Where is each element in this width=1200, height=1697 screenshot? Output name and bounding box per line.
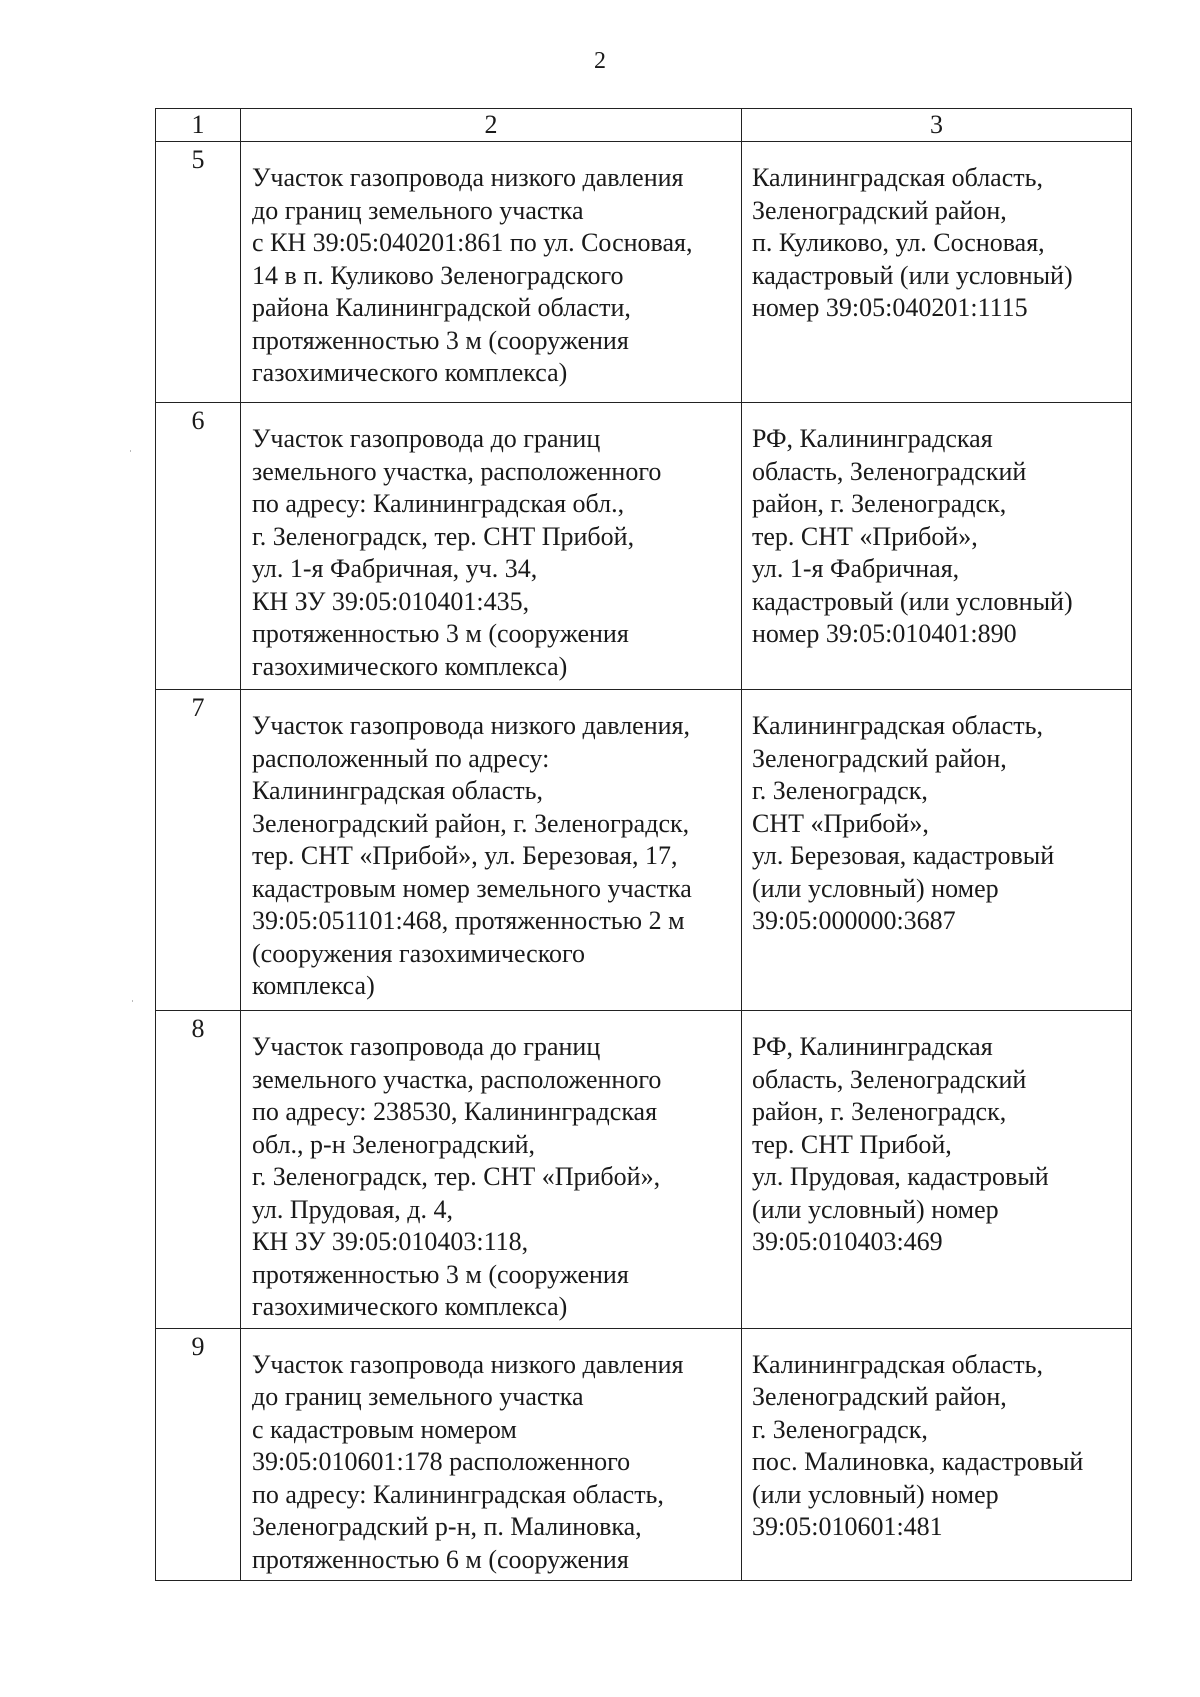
description-line: Участок газопровода низкого давления [252, 1349, 684, 1379]
address-line: г. Зеленоградск, [752, 1414, 928, 1444]
address-line: Зеленоградский район, [752, 743, 1007, 773]
description-line: тер. СНТ «Прибой», ул. Березовая, 17, [252, 841, 678, 870]
address-line: (или условный) номер [752, 1194, 999, 1224]
column-header-address: 3 [742, 109, 1132, 142]
description-line: протяженностью 6 м (сооружения [252, 1544, 629, 1574]
description-line: 39:05:051101:468, протяженностью 2 м [252, 906, 685, 935]
description-line: по адресу: Калининградская область, [252, 1479, 664, 1509]
description-line: по адресу: 238530, Калининградская [252, 1097, 658, 1126]
object-description [241, 690, 742, 1011]
address-line: (или условный) номер [752, 1479, 999, 1509]
object-address [742, 142, 1132, 403]
description-line: земельного участка, расположенного [252, 1064, 662, 1094]
address-line: пос. Малиновка, кадастровый [752, 1447, 1084, 1476]
row-number: 8 [156, 1011, 241, 1329]
description-line: газохимического комплекса) [252, 358, 568, 387]
column-header-number: 1 [156, 109, 241, 142]
address-line: кадастровый (или условный) [752, 260, 1073, 290]
description-line: Зеленоградский р-н, п. Малиновка, [252, 1512, 642, 1541]
description-line: (сооружения газохимического [252, 938, 586, 968]
row-number: 7 [156, 690, 241, 1011]
object-address [742, 1328, 1132, 1581]
description-line: с кадастровым номером [252, 1414, 517, 1444]
address-line: кадастровый (или условный) [752, 586, 1073, 616]
address-line: п. Куликово, ул. Сосновая, [752, 228, 1045, 257]
description-line: с КН 39:05:040201:861 по ул. Сосновая, [252, 228, 693, 257]
description-line: комплекса) [252, 971, 375, 1000]
address-line: Калининградская область, [752, 163, 1043, 192]
address-line: РФ, Калининградская [752, 424, 993, 453]
column-header-description: 2 [241, 109, 742, 142]
description-line: расположенный по адресу: [252, 743, 550, 773]
description-line: 14 в п. Куликово Зеленоградского [252, 260, 624, 290]
address-line: тер. СНТ «Прибой», [752, 521, 978, 551]
address-line: Калининградская область, [752, 1349, 1043, 1379]
description-line: Участок газопровода низкого давления [252, 163, 684, 192]
address-line: тер. СНТ Прибой, [752, 1129, 952, 1159]
row-number: 9 [156, 1328, 241, 1581]
address-line: район, г. Зеленоградск, [752, 1097, 1007, 1126]
description-line: Калининградская область, [252, 776, 543, 805]
description-line: района Калининградской области, [252, 293, 631, 322]
address-line: номер 39:05:010401:890 [752, 619, 1017, 648]
address-line: 39:05:000000:3687 [752, 906, 956, 935]
address-line: район, г. Зеленоградск, [752, 489, 1007, 518]
description-line: ул. 1-я Фабричная, уч. 34, [252, 554, 538, 583]
address-line: область, Зеленоградский [752, 456, 1027, 486]
object-address [742, 1011, 1132, 1329]
address-line: номер 39:05:040201:1115 [752, 293, 1028, 322]
address-line: РФ, Калининградская [752, 1032, 993, 1061]
description-line: 39:05:010601:178 расположенного [252, 1447, 631, 1476]
description-line: Участок газопровода до границ [252, 1032, 601, 1061]
table-row [156, 142, 1132, 403]
table-row [156, 690, 1132, 1011]
description-line: г. Зеленоградск, тер. СНТ «Прибой», [252, 1162, 661, 1191]
description-line: протяженностью 3 м (сооружения [252, 619, 629, 648]
description-line: Участок газопровода до границ [252, 424, 601, 453]
object-description [241, 403, 742, 690]
address-line: Зеленоградский район, [752, 1382, 1007, 1411]
row-number: 6 [156, 403, 241, 690]
address-line: Калининградская область, [752, 711, 1043, 740]
description-line: протяженностью 3 м (сооружения [252, 325, 629, 355]
description-line: Зеленоградский район, г. Зеленоградск, [252, 808, 690, 838]
address-line: СНТ «Прибой», [752, 808, 929, 838]
table-row [156, 403, 1132, 690]
object-description [241, 1011, 742, 1329]
description-line: ул. Прудовая, д. 4, [252, 1194, 454, 1224]
address-line: 39:05:010403:469 [752, 1227, 943, 1256]
object-address [742, 403, 1132, 690]
scan-mark [130, 450, 131, 452]
address-line: 39:05:010601:481 [752, 1512, 943, 1541]
object-address [742, 690, 1132, 1011]
objects-table [155, 108, 1132, 1581]
table-row [156, 1011, 1132, 1329]
object-description [241, 142, 742, 403]
address-line: Зеленоградский район, [752, 195, 1007, 225]
description-line: до границ земельного участка [252, 1382, 584, 1411]
description-line: г. Зеленоградск, тер. СНТ Прибой, [252, 521, 635, 551]
address-line: (или условный) номер [752, 873, 999, 903]
address-line: область, Зеленоградский [752, 1064, 1027, 1094]
description-line: газохимического комплекса) [252, 1292, 568, 1321]
description-line: обл., р-н Зеленоградский, [252, 1129, 536, 1159]
description-line: КН ЗУ 39:05:010401:435, [252, 586, 530, 616]
row-number: 5 [156, 142, 241, 403]
address-line: ул. Прудовая, кадастровый [752, 1162, 1049, 1191]
object-description [241, 1328, 742, 1581]
description-line: КН ЗУ 39:05:010403:118, [252, 1227, 529, 1256]
address-line: г. Зеленоградск, [752, 776, 928, 805]
table-row [156, 1328, 1132, 1581]
description-line: Участок газопровода низкого давления, [252, 711, 691, 740]
table-header-row [156, 109, 1132, 142]
description-line: газохимического комплекса) [252, 651, 568, 681]
address-line: ул. 1-я Фабричная, [752, 554, 960, 583]
description-line: протяженностью 3 м (сооружения [252, 1259, 629, 1289]
scan-mark [132, 1000, 133, 1002]
description-line: кадастровым номер земельного участка [252, 873, 692, 903]
page-number: 2 [594, 48, 606, 74]
description-line: до границ земельного участка [252, 195, 584, 225]
address-line: ул. Березовая, кадастровый [752, 841, 1055, 870]
description-line: земельного участка, расположенного [252, 456, 662, 486]
description-line: по адресу: Калининградская обл., [252, 489, 625, 518]
